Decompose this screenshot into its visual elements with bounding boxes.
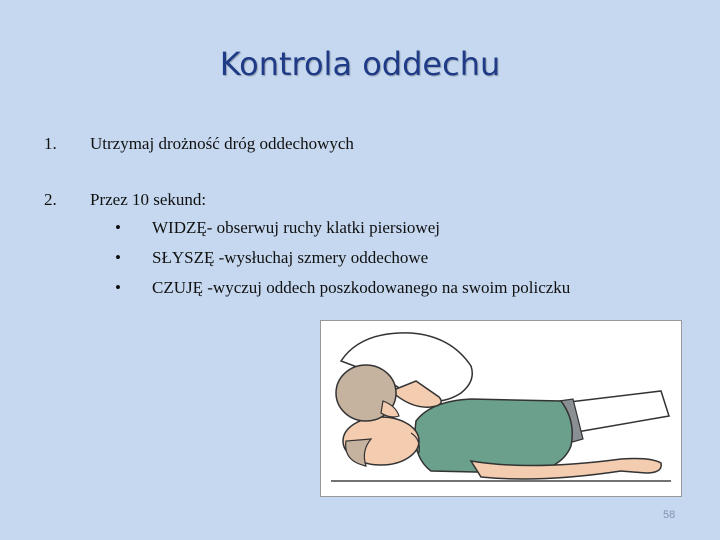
item-text: Utrzymaj drożność dróg oddechowych <box>90 134 354 153</box>
item-number: 1. <box>44 134 57 153</box>
item-number: 2. <box>44 190 57 209</box>
bullet-icon: • <box>115 248 121 267</box>
rescuer-checking-breathing-image <box>321 321 681 496</box>
bullet-text: SŁYSZĘ -wysłuchaj szmery oddechowe <box>152 248 429 267</box>
slide-title: Kontrola oddechu <box>219 45 501 83</box>
bullet-icon: • <box>115 218 121 237</box>
victim-shirt <box>415 399 572 473</box>
bullet-text: WIDZĘ- obserwuj ruchy klatki piersiowej <box>152 218 440 237</box>
bullet-icon: • <box>115 278 121 297</box>
page-number: 58 <box>663 509 676 521</box>
breathing-check-illustration <box>320 320 682 497</box>
item-text: Przez 10 sekund: <box>90 190 207 209</box>
bullet-text: CZUJĘ -wyczuj oddech poszkodowanego na swoim policzku <box>152 278 571 297</box>
